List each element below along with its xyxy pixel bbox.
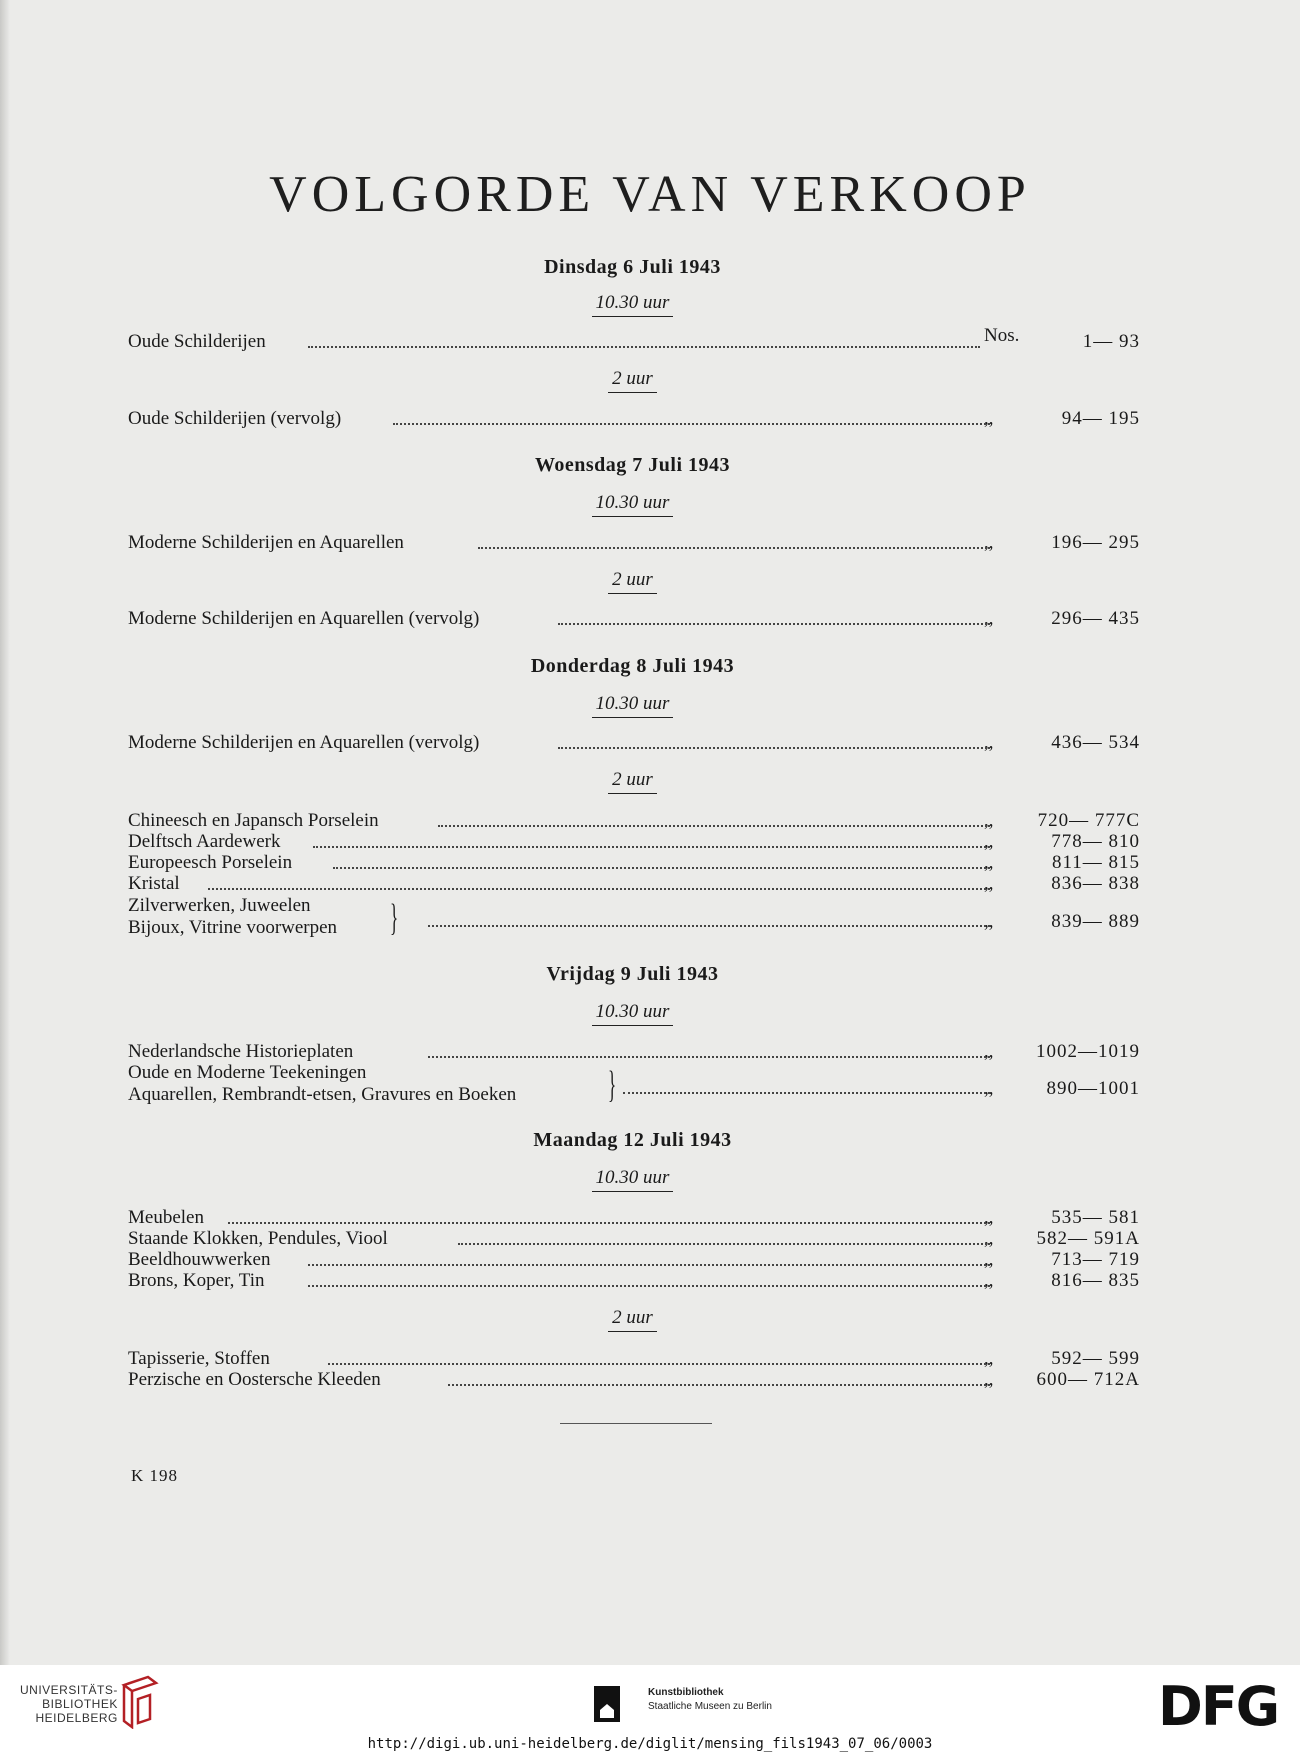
time-morning: 10.30 uur	[0, 693, 1265, 718]
brace-icon: }	[390, 897, 399, 939]
footer-bar	[0, 1665, 1300, 1758]
kunstbibliothek-label: Kunstbibliothek Staatliche Museen zu Berlin	[648, 1687, 772, 1712]
source-url[interactable]: http://digi.ub.uni-heidelberg.de/diglit/mensing_fils1943_07_06/0003	[367, 1736, 933, 1752]
list-item: Staande Klokken, Pendules, Viool ,, 582— 591A	[128, 1228, 1140, 1249]
separator-rule	[560, 1423, 712, 1424]
list-item: Tapisserie, Stoffen ,, 592— 599	[128, 1348, 1140, 1369]
list-item: Delftsch Aardewerk ,, 778— 810	[128, 831, 1140, 852]
day-heading-dinsdag: Dinsdag 6 Juli 1943	[544, 256, 721, 278]
page-title: VOLGORDE VAN VERKOOP	[269, 166, 1031, 223]
ub-heidelberg-logo-icon	[120, 1675, 160, 1729]
day-heading-woensdag: Woensdag 7 Juli 1943	[534, 454, 731, 476]
time-morning: 10.30 uur	[0, 492, 1265, 517]
list-item-grouped: Oude en Moderne Teekeningen Aquarellen, Rembrandt-etsen, Gravures en Boeken } ,, 890—1001	[128, 1062, 1140, 1106]
time-afternoon: 2 uur	[0, 569, 1265, 594]
list-item: Kristal ,, 836— 838	[128, 873, 1140, 894]
list-item-grouped: Zilverwerken, Juweelen Bijoux, Vitrine voorwerpen } ,, 839— 889	[128, 895, 1140, 939]
list-item: Meubelen ,, 535— 581	[128, 1207, 1140, 1228]
item-label: Oude Schilderijen	[128, 331, 272, 353]
list-item: Moderne Schilderijen en Aquarellen (vervolg) ,, 436— 534	[128, 732, 1140, 753]
list-item: Moderne Schilderijen en Aquarellen ,, 196— 295	[128, 532, 1140, 553]
list-item: Europeesch Porselein ,, 811— 815	[128, 852, 1140, 873]
list-item: Oude Schilderijen (vervolg) ,, 94— 195	[128, 408, 1140, 429]
item-range: 1— 93	[1082, 331, 1140, 352]
time-afternoon: 2 uur	[0, 1307, 1265, 1332]
dfg-logo: DFG	[1158, 1675, 1279, 1738]
time-afternoon: 2 uur	[0, 368, 1265, 393]
list-item: Nederlandsche Historieplaten ,, 1002—1019	[128, 1041, 1140, 1062]
time-afternoon: 2 uur	[0, 769, 1265, 794]
day-heading-donderdag: Donderdag 8 Juli 1943	[530, 655, 735, 677]
list-item	[128, 325, 1140, 353]
day-heading-vrijdag: Vrijdag 9 Juli 1943	[546, 963, 719, 985]
brace-icon: }	[608, 1064, 617, 1106]
list-item: Moderne Schilderijen en Aquarellen (vervolg) ,, 296— 435	[128, 608, 1140, 629]
kunstbibliothek-logo-icon	[594, 1686, 620, 1722]
list-item: Perzische en Oostersche Kleeden ,, 600— 712A	[128, 1369, 1140, 1390]
nos-label: Nos.	[984, 325, 1020, 346]
day-heading-maandag: Maandag 12 Juli 1943	[533, 1129, 732, 1151]
time-morning: 10.30 uur	[0, 1167, 1265, 1192]
list-item: Brons, Koper, Tin ,, 816— 835	[128, 1270, 1140, 1291]
catalogue-number: K 198	[131, 1466, 179, 1485]
time-morning: 10.30 uur	[0, 292, 1265, 317]
ub-heidelberg-label: UNIVERSITÄTS- BIBLIOTHEK HEIDELBERG	[20, 1683, 118, 1725]
time-morning: 10.30 uur	[0, 1001, 1265, 1026]
page-edge-shadow	[0, 0, 10, 1665]
list-item: Chineesch en Japansch Porselein ,, 720— 777C	[128, 810, 1140, 831]
list-item: Beeldhouwwerken ,, 713— 719	[128, 1249, 1140, 1270]
